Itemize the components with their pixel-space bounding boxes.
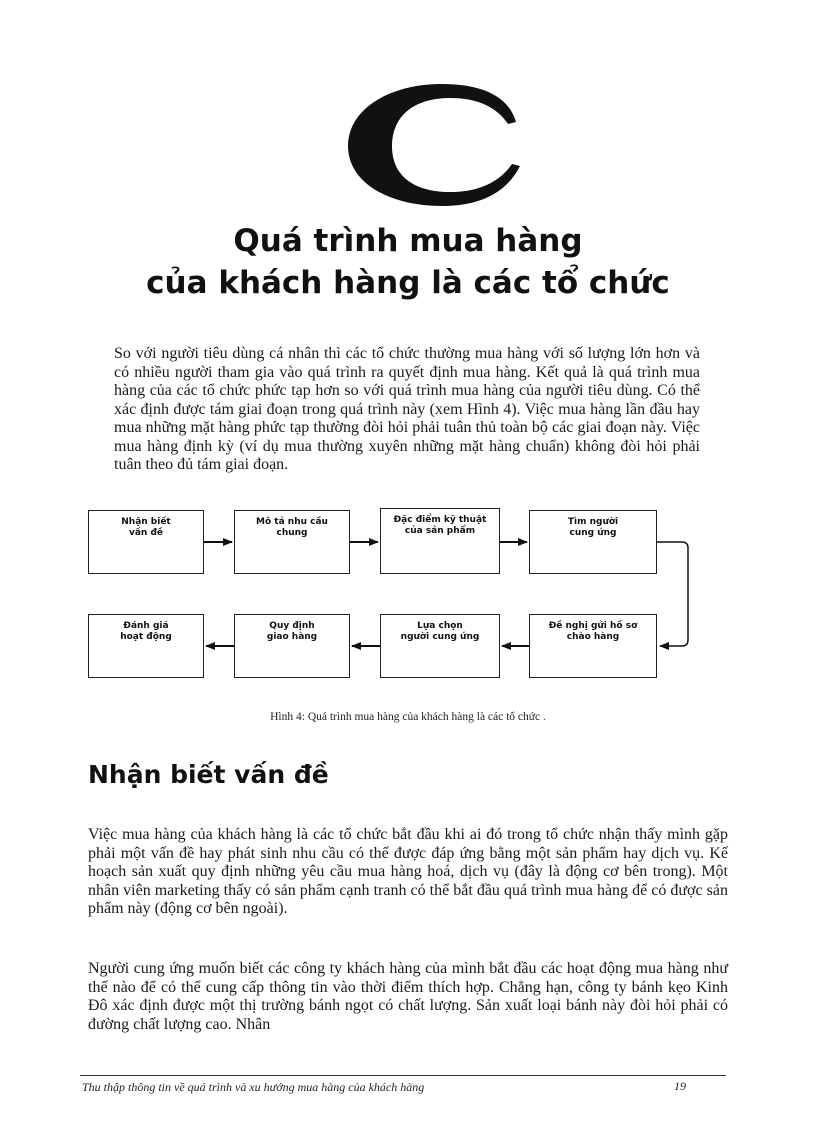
flow-step-supplier-search: Tìm người cung ứng [529, 510, 657, 574]
chapter-letter-c-icon [330, 80, 530, 210]
flow-step-order-routine: Quy định giao hàng [234, 614, 350, 678]
chapter-title-line1: Quá trình mua hàng [233, 223, 583, 259]
footer-divider [80, 1075, 726, 1076]
footer-running-title: Thu thập thông tin về quá trình và xu hướng mua hàng của khách hàng [82, 1080, 425, 1094]
flow-step-problem-recognition: Nhận biết vấn đề [88, 510, 204, 574]
section-paragraph-1: Việc mua hàng của khách hàng là các tổ chức bắt đầu khi ai đó trong tổ chức nhận thấy mình gặp phải một vấn đề hay phát sinh nhu cầu có thể được đáp ứng bằng một sản phẩm hay dịch vụ. Kế hoạch sản xuất quy định những yêu cầu mua hàng hoá, dịch vụ (đây là động cơ bên trong). Một nhân viên marketing thấy có sản phẩm cạnh tranh có thể bắt đầu quá trình mua hàng để có được sản phẩm này (động cơ bên ngoài). [88, 826, 728, 917]
flow-step-product-specification: Đặc điểm kỹ thuật của sản phẩm [380, 508, 500, 574]
flow-step-general-need-description: Mô tả nhu cầu chung [234, 510, 350, 574]
flow-step-performance-review: Đánh giá hoạt động [88, 614, 204, 678]
chapter-title [80, 220, 736, 304]
flow-step-proposal-solicitation: Đề nghị gửi hồ sơ chào hàng [529, 614, 657, 678]
figure-caption: Hình 4: Quá trình mua hàng của khách hàng là các tổ chức . [270, 711, 546, 723]
page-number: 19 [674, 1079, 686, 1093]
section-title: Nhận biết vấn đề [88, 760, 329, 789]
arrow-4-5 [657, 542, 688, 646]
flow-step-supplier-selection: Lựa chọn người cung ứng [380, 614, 500, 678]
chapter-letter: C [430, 150, 431, 151]
section-paragraph-2: Người cung ứng muốn biết các công ty khách hàng của mình bắt đầu các hoạt động mua hàng như thế nào để có thể cung cấp thông tin vào thời điểm thích hợp. Chẳng hạn, công ty bánh kẹo Kinh Đô xác định được một thị trường bánh ngọt có chất lượng. Sản xuất loại bánh này đòi hỏi phải có đường chất lượng cao. Nhân [88, 960, 728, 1033]
intro-paragraph: So với người tiêu dùng cá nhân thì các tổ chức thường mua hàng với số lượng lớn hơn và có nhiều người tham gia vào quá trình ra quyết định mua hàng. Kết quả là quá trình mua hàng của các tổ chức phức tạp hơn so với quá trình mua hàng của người tiêu dùng. Có thể xác định được tám giai đoạn trong quá trình này (xem Hình 4). Việc mua hàng lần đầu hay mua những mặt hàng phức tạp thường đòi hỏi phải tuân thủ toàn bộ các giai đoạn này. Việc mua hàng định kỳ (ví dụ mua thường xuyên những mặt hàng chuẩn) không đòi hỏi phải tuân theo đủ tám giai đoạn. [114, 345, 700, 473]
chapter-letter-graphic [330, 80, 530, 210]
chapter-title-line2: của khách hàng là các tổ chức [146, 265, 670, 301]
